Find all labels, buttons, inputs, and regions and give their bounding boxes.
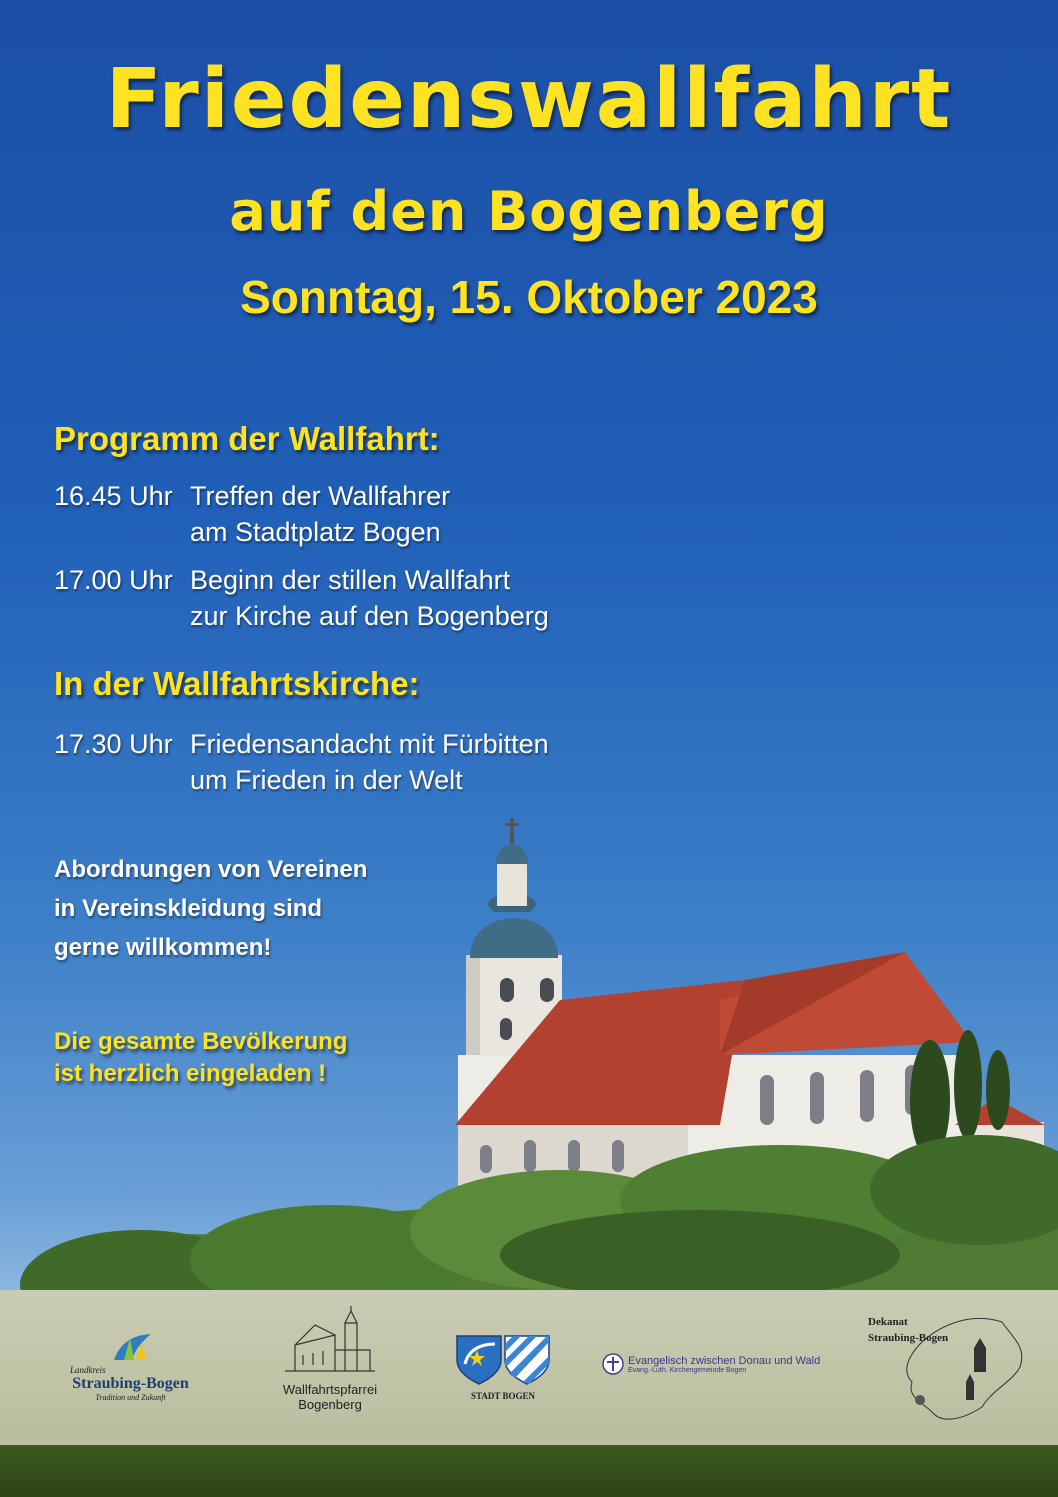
landkreis-small: Landkreis	[70, 1365, 106, 1375]
evangelisch-logo	[602, 1353, 837, 1375]
vereine-note	[54, 850, 367, 967]
landkreis-name: Straubing-Bogen	[72, 1375, 189, 1392]
landkreis-logo	[58, 1330, 203, 1402]
poster-title: Friedenswallfahrt	[105, 52, 953, 147]
landkreis-tagline: Tradition und Zukunft	[95, 1393, 166, 1402]
kirche-item	[54, 726, 549, 798]
event-date: Sonntag, 15. Oktober 2023	[240, 271, 818, 323]
item-text: Beginn der stillen Wallfahrt	[190, 565, 511, 595]
church-sketch-icon	[275, 1305, 385, 1377]
dekanat-line1: Dekanat	[868, 1316, 908, 1328]
stadt-bogen-name: STADT BOGEN	[471, 1391, 535, 1401]
invitation-text	[54, 1026, 347, 1090]
bottom-hedge	[0, 1445, 1058, 1497]
programm-item	[54, 562, 549, 634]
item-time: 16.45 Uhr	[54, 481, 173, 511]
invite-line: Die gesamte Bevölkerung	[54, 1028, 348, 1055]
cross-emblem-icon	[602, 1353, 624, 1375]
evangelisch-line2: Evang.-Luth. Kirchengemeinde Bogen	[628, 1366, 747, 1374]
item-time: 17.30 Uhr	[54, 729, 173, 759]
programm-heading: Programm der Wallfahrt:	[54, 420, 440, 457]
pfarrei-line2: Bogenberg	[298, 1397, 362, 1412]
stadt-bogen-logo	[452, 1330, 554, 1401]
programm-item	[54, 478, 450, 550]
item-text: um Frieden in der Welt	[190, 765, 463, 795]
note-line: gerne willkommen!	[54, 934, 272, 961]
pfarrei-logo	[265, 1305, 395, 1412]
coat-of-arms-icon	[453, 1330, 553, 1386]
kirche-heading: In der Wallfahrtskirche:	[54, 665, 420, 702]
item-time: 17.00 Uhr	[54, 565, 173, 595]
note-line: Abordnungen von Vereinen	[54, 856, 368, 883]
dekanat-line2: Straubing-Bogen	[868, 1332, 949, 1344]
landkreis-emblem-icon	[106, 1330, 156, 1364]
invite-line: ist herzlich eingeladen !	[54, 1060, 327, 1087]
dekanat-logo	[862, 1302, 1032, 1432]
item-text: Friedensandacht mit Fürbitten	[190, 729, 549, 759]
note-line: in Vereinskleidung sind	[54, 895, 323, 922]
item-text: Treffen der Wallfahrer	[190, 481, 451, 511]
evangelisch-line1: Evangelisch zwischen Donau und Wald	[628, 1354, 821, 1367]
item-text: zur Kirche auf den Bogenberg	[190, 601, 549, 631]
item-text: am Stadtplatz Bogen	[190, 517, 441, 547]
poster-subtitle: auf den Bogenberg	[229, 180, 829, 243]
pfarrei-line1: Wallfahrtspfarrei	[282, 1382, 378, 1397]
